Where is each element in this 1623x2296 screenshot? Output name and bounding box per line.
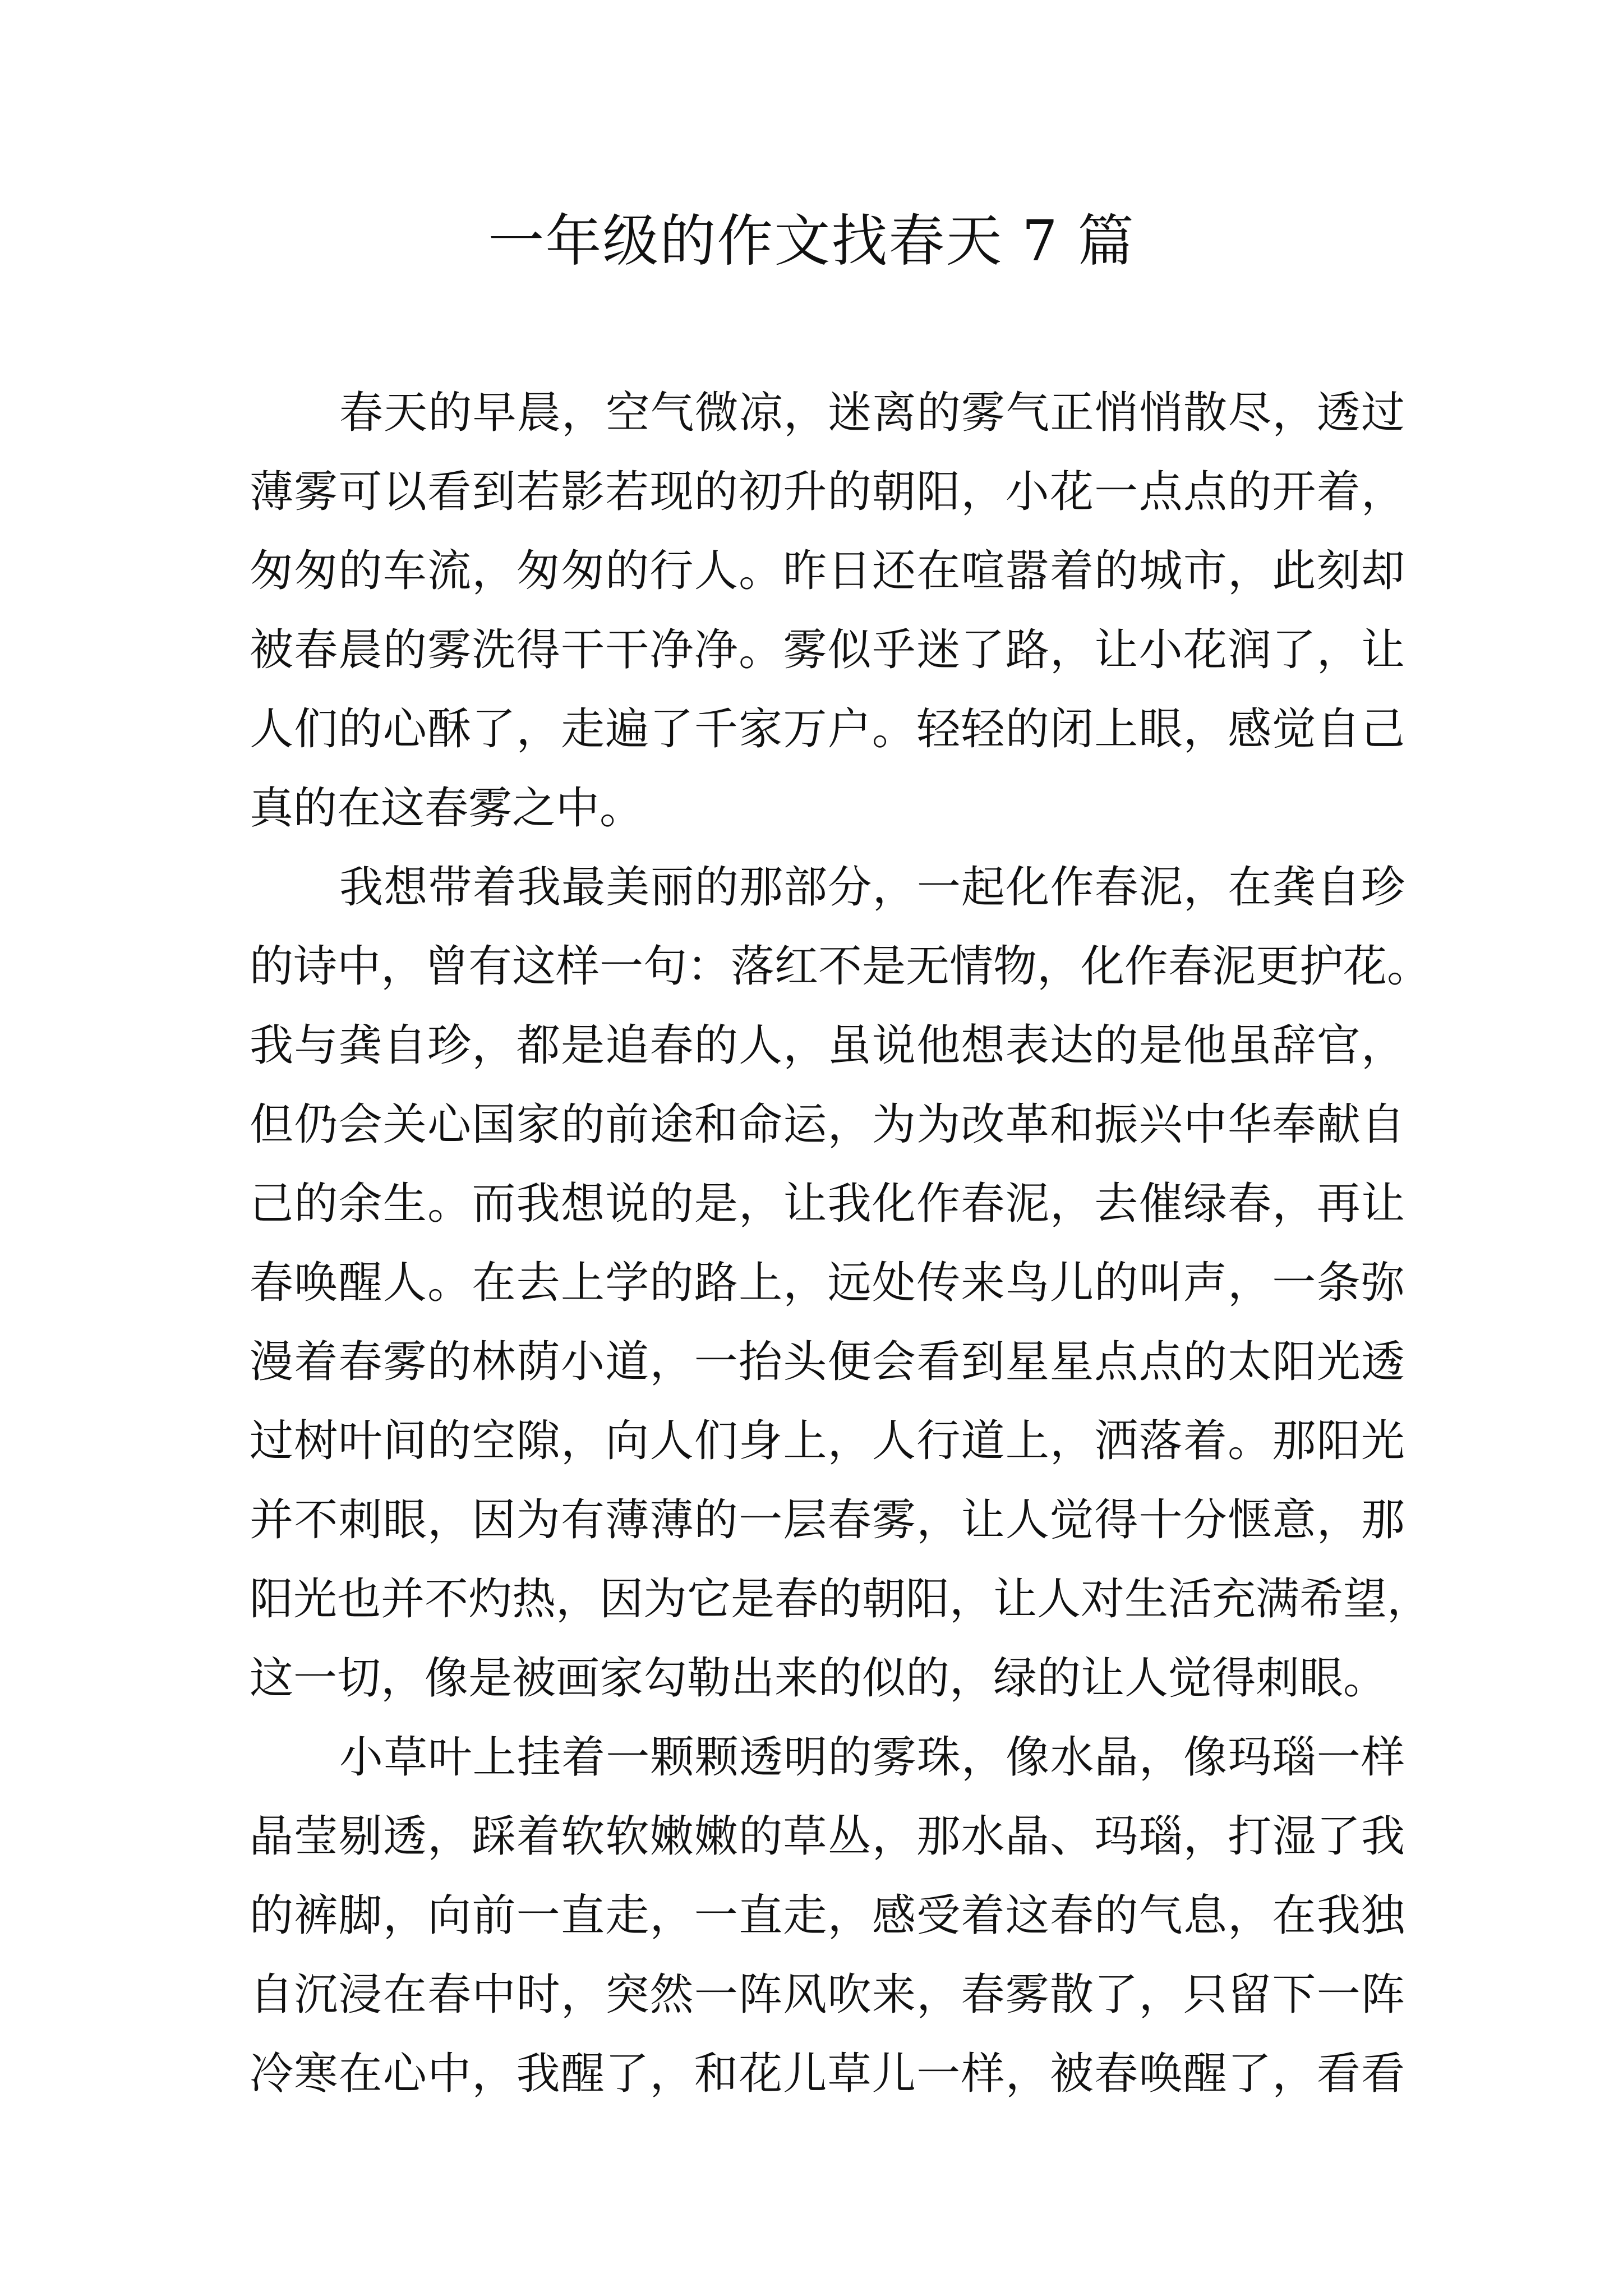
text-line: 我与龚自珍，都是追春的人，虽说他想表达的是他虽辞官， [250, 1020, 1405, 1071]
text-line: 春天的早晨，空气微凉，迷离的雾气正悄悄散尽，透过 [339, 388, 1405, 438]
text-line: 的诗中，曾有这样一句：落红不是无情物，化作春泥更护花。 [250, 941, 1431, 992]
text-line: 晶莹剔透，踩着软软嫩嫩的草丛，那水晶、玛瑙，打湿了我 [250, 1811, 1405, 1862]
text-line: 自沉浸在春中时，突然一阵风吹来，春雾散了，只留下一阵 [250, 1970, 1405, 2020]
paragraph-2 [250, 848, 1431, 1718]
text-line: 薄雾可以看到若影若现的初升的朝阳，小花一点点的开着， [250, 467, 1405, 517]
paragraph-1 [250, 374, 1405, 848]
document-title: 一年级的作文找春天 7 篇 [488, 208, 1135, 274]
text-line: 我想带着我最美丽的那部分，一起化作春泥，在龚自珍 [339, 862, 1405, 913]
text-line: 冷寒在心中，我醒了，和花儿草儿一样，被春唤醒了，看看 [250, 2049, 1405, 2099]
document-body [250, 374, 1431, 2114]
text-line: 并不刺眼，因为有薄薄的一层春雾，让人觉得十分惬意，那 [250, 1495, 1405, 1545]
text-line: 过树叶间的空隙，向人们身上，人行道上，洒落着。那阳光 [250, 1416, 1405, 1466]
text-line: 春唤醒人。在去上学的路上，远处传来鸟儿的叫声，一条弥 [250, 1258, 1405, 1308]
text-line: 人们的心酥了，走遍了千家万户。轻轻的闭上眼，感觉自己 [250, 704, 1405, 754]
text-line: 漫着春雾的林荫小道，一抬头便会看到星星点点的太阳光透 [250, 1337, 1405, 1387]
paragraph-3 [250, 1718, 1405, 2114]
text-line: 的裤脚，向前一直走，一直走，感受着这春的气息，在我独 [250, 1890, 1405, 1941]
text-line: 被春晨的雾洗得干干净净。雾似乎迷了路，让小花润了，让 [250, 625, 1405, 675]
text-line: 小草叶上挂着一颗颗透明的雾珠，像水晶，像玛瑙一样 [339, 1732, 1405, 1783]
text-line: 己的余生。而我想说的是，让我化作春泥，去催绿春，再让 [250, 1179, 1405, 1229]
text-line: 但仍会关心国家的前途和命运，为为改革和振兴中华奉献自 [250, 1099, 1405, 1150]
text-line: 这一切，像是被画家勾勒出来的似的，绿的让人觉得刺眼。 [250, 1653, 1387, 1704]
text-line: 匆匆的车流，匆匆的行人。昨日还在喧嚣着的城市，此刻却 [250, 546, 1405, 596]
text-line: 真的在这春雾之中。 [250, 783, 644, 834]
text-line: 阳光也并不灼热，因为它是春的朝阳，让人对生活充满希望， [250, 1574, 1431, 1625]
